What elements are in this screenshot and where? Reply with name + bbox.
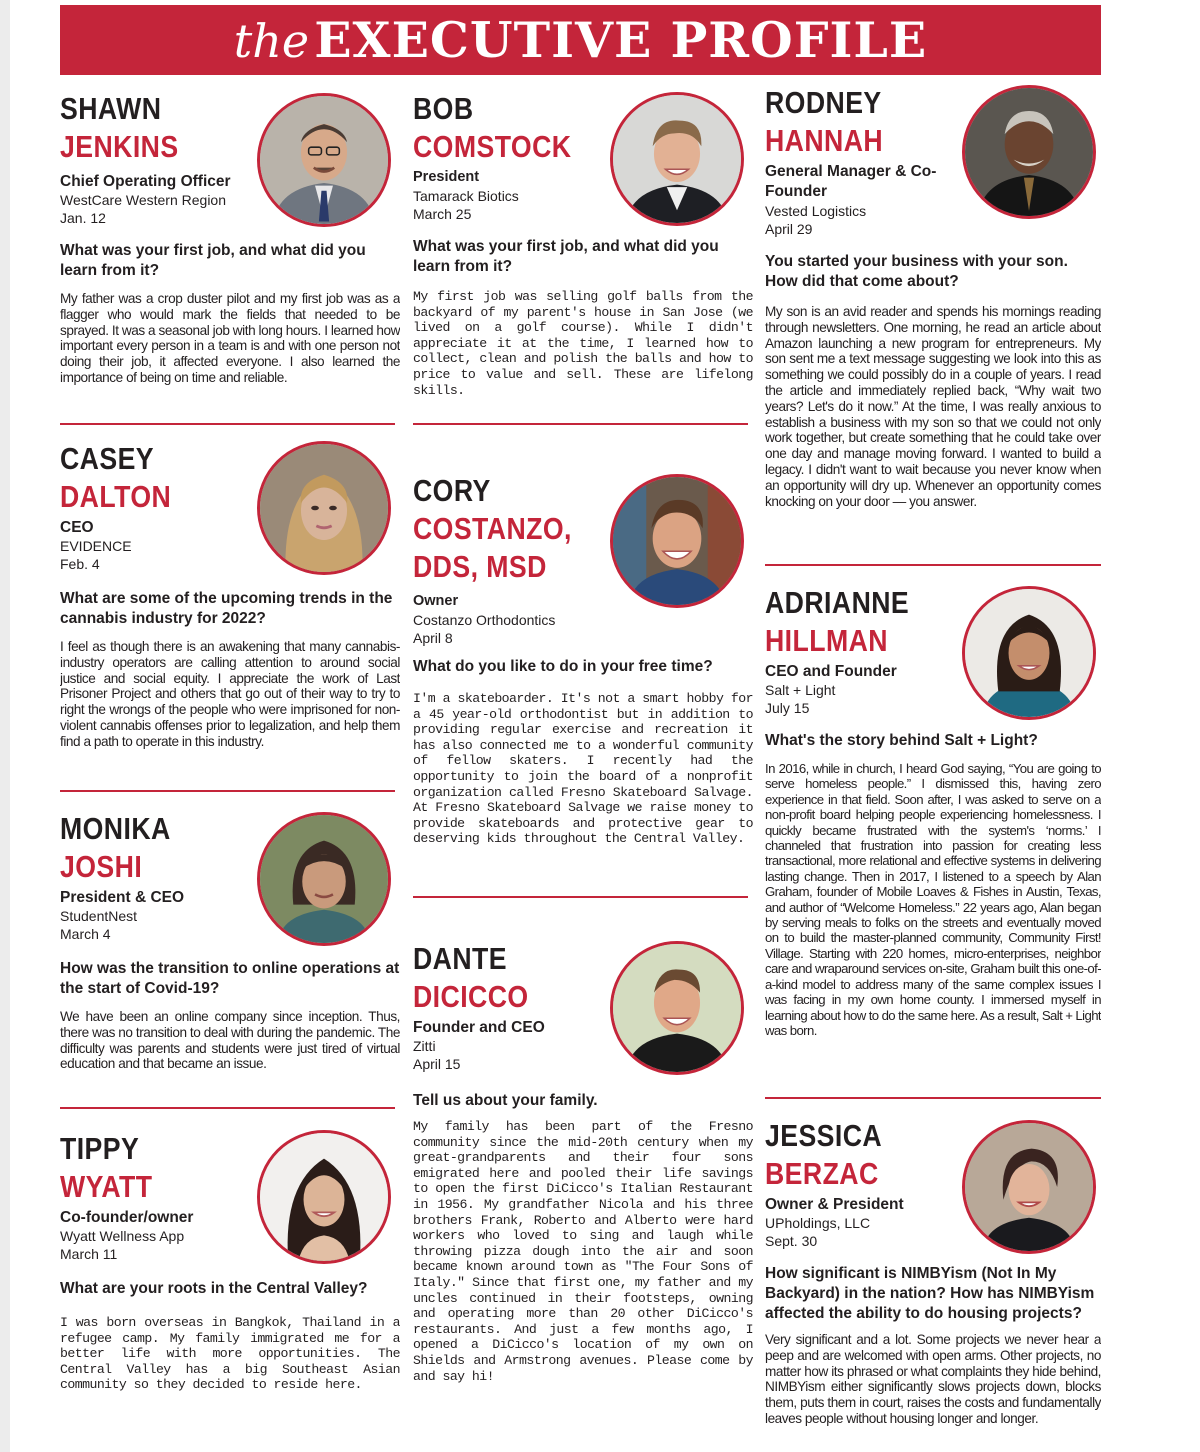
profile-role: Founder and CEO [413,1019,545,1036]
profile-company: EVIDENCE [60,538,132,554]
profile-question: Tell us about your family. [413,1092,598,1109]
profile-company: Wyatt Wellness App [60,1228,185,1244]
profile-last-name: JOSHI [60,849,143,884]
profile-photo-bob-comstock [610,92,744,226]
profile-last-name: HILLMAN [765,623,888,658]
profile-date: Jan. 12 [60,210,106,226]
profile-question: How was the transition to online operations at the start of Covid-19? [60,960,400,997]
profile-role: Chief Operating Officer [60,173,231,190]
profile-first-name: SHAWN [60,91,162,126]
profile-date: March 4 [60,926,111,942]
profile-last-name: WYATT [60,1169,153,1204]
profile-first-name: ADRIANNE [765,585,910,620]
profile-question: How significant is NIMBYism (Not In My Backyard) in the nation? How has NIMBYism affected the ability to do housing projects? [765,1265,1095,1322]
profile-date: Sept. 30 [765,1233,818,1249]
page-edge [0,0,10,1452]
profile-answer: My son is an avid reader and spends his mornings reading through newsletters. One morning, he read an article about Amazon launching a new program for entrepreneurs. My son sent me a text message suggesting we look into this as something we could possibly do in a couple of years. I read the article and immediately replied back, “Why wait two years? Let's do it now.” At the time, I was really anxious to establish a business with my son so that we could not only work together, but create something that he could take over one day and manage moving forward. I wanted to build a legacy. I didn't want to wait because you never know when an opportunity will dry up. Whenever an opportunity comes knocking on your door — you answer. [765,304,1101,509]
profile-last-name: COMSTOCK [413,129,572,164]
profile-role: General Manager & Co-Founder [765,163,937,200]
profile-date: Feb. 4 [60,556,100,572]
profile-company: WestCare Western Region [60,192,226,208]
profile-photo-tippy-wyatt [257,1130,391,1264]
profile-company: StudentNest [60,908,138,924]
profile-date: April 29 [765,221,813,237]
profile-first-name: CASEY [60,441,155,476]
profile-photo-cory-costanzo [610,474,744,608]
profile-question: What are your roots in the Central Valley? [60,1280,368,1297]
profile-question: What's the story behind Salt + Light? [765,732,1038,749]
profile-photo-rodney-hannah [962,85,1096,219]
profile-date: March 25 [413,206,472,222]
profile-company: Salt + Light [765,682,836,698]
profile-question: You started your business with your son. How did that come about? [765,253,1068,290]
profile-date: April 15 [413,1056,461,1072]
profile-last-name: COSTANZO, DDS, MSD [413,511,572,584]
section-divider [765,564,1101,566]
profile-photo-adrianne-hillman [962,586,1096,720]
page-banner [60,5,1101,75]
section-divider [413,896,748,898]
profile-answer: In 2016, while in church, I heard God saying, “You are going to serve homeless people.” I dismissed this, having zero experience in that field. Soon after, I was asked to serve on a non-profit board helping people experiencing homelessness. I quickly became frustrated with the system's ‘norms.’ I channeled that frustration into passion for creating less transactional, more relational and effective systems in delivering lasting change. Then in 2017, I listened to a speech by Alan Graham, founder of Mobile Loaves & Fishes in Austin, Texas, and author of “Welcome Homeless.” 22 years ago, Alan began by serving meals to folks on the streets and eventually moved on to build the master-planned community, Community First! Village. Starting with 220 homes, micro-enterprises, neighbor care and wraparound services on-site, Graham built this one-of-a-kind model to address many of the same complex issues I was facing in my own home county. I immersed myself in learning about how to do the same here. As a result, Salt + Light was born. [765,761,1101,1038]
profile-role: CEO and Founder [765,663,897,680]
profile-answer: My first job was selling golf balls from the backyard of my parent's house in San Jose (we lived on a golf course). While I didn't appreciate it at the time, I learned how to collect, clean and polish the balls and how to price to value and sell. These are lifelong skills. [413,289,753,398]
profile-company: Costanzo Orthodontics [413,612,556,628]
section-divider [60,423,395,425]
profile-role: Co-founder/owner [60,1209,194,1226]
profile-answer: My family has been part of the Fresno community since the mid-20th century when my great-grandparents and their four sons emigrated here and pooled their life savings to open the first DiCicco's Italian Restaurant in 1956. My grandfather Nicola and his three brothers Frank, Roberto and Alberto were hard workers who loved to sing and laugh while throwing pizza dough into the air and soon became known around town as "The Four Sons of Italy." Since that first one, my father and my uncles continued in their footsteps, owning and operating more than 20 other DiCicco's restaurants. And just a few months ago, I opened a DiCicco's location of my own on Shields and Armstrong avenues. Please come by and say hi! [413,1119,753,1384]
profile-photo-monika-joshi [257,812,391,946]
profile-role: CEO [60,519,94,536]
section-divider [60,1107,395,1109]
profile-company: UPholdings, LLC [765,1215,871,1231]
profile-photo-jessica-berzac [962,1120,1096,1254]
page-title: EXECUTIVE PROFILE [314,11,928,69]
profile-last-name: BERZAC [765,1156,879,1191]
banner-the: the [233,14,310,68]
profile-answer: We have been an online company since inception. Thus, there was no transition to deal with during the pandemic. The difficulty was parents and students were just tired of virtual education and that became an issue. [60,1009,400,1072]
profile-first-name: DANTE [413,941,507,976]
section-divider [765,1097,1101,1099]
profile-company: Vested Logistics [765,203,867,219]
profile-answer: My father was a crop duster pilot and my first job was as a flagger who would mark the fields that needed to be sprayed. It was a seasonal job with long hours. I learned how important every person in a team is and with one person not doing their job, it affected everyone. I also learned the importance of being on time and reliable. [60,291,400,385]
profile-role: Owner & President [765,1196,904,1213]
profile-photo-shawn-jenkins [257,93,391,227]
profile-answer: I was born overseas in Bangkok, Thailand in a refugee camp. My family immigrated me for a better life with more opportunities. The Central Valley has a big Southeast Asian community so they decided to reside here. [60,1315,400,1393]
profile-date: March 11 [60,1246,118,1262]
profile-last-name: HANNAH [765,123,884,158]
profile-first-name: JESSICA [765,1118,883,1153]
profile-date: July 15 [765,700,810,716]
profile-answer: I'm a skateboarder. It's not a smart hobby for a 45 year-old orthodontist but in addition to providing regular exercise and recreation it has also connected me to a wonderful community of fellow skaters. I recently had the opportunity to join the board of a nonprofit organization called Fresno Skateboard Salvage. At Fresno Skateboard Salvage we raise money to provide skateboards and protective gear to deserving kids throughout the Central Valley. [413,691,753,847]
profile-first-name: MONIKA [60,811,171,846]
profile-question: What are some of the upcoming trends in the cannabis industry for 2022? [60,590,393,627]
profile-company: Tamarack Biotics [413,188,519,204]
profile-first-name: RODNEY [765,85,882,120]
profile-date: April 8 [413,630,453,646]
profile-question: What was your first job, and what did you learn from it? [413,238,719,275]
profile-first-name: BOB [413,91,474,126]
profile-first-name: CORY [413,473,491,508]
section-divider [413,423,748,425]
profile-answer: Very significant and a lot. Some projects we never hear a peep and are welcomed with open arms. Other projects, no matter how its phrased or what complaints they hide behind, NIMBYism either significantly slows projects down, blocks them, puts them in court, raises the costs and fundamentally leaves people without housing longer and longer. [765,1332,1101,1426]
profile-answer: I feel as though there is an awakening that many cannabis-industry operators are calling attention to around social justice and social equity. I appreciate the work of Last Prisoner Project and others that go out of their way to try to right the wrongs of the people who were imprisoned for non-violent cannabis offenses prior to legalization, and help them find a path to operate in this industry. [60,639,400,749]
profile-last-name: DICICCO [413,979,529,1014]
profile-first-name: TIPPY [60,1131,140,1166]
profile-question: What was your first job, and what did you learn from it? [60,242,366,279]
profile-company: Zitti [413,1038,436,1054]
profile-last-name: DALTON [60,479,172,514]
profile-role: Owner [413,593,459,609]
profile-last-name: JENKINS [60,129,179,164]
profile-role: President & CEO [60,889,185,906]
profile-question: What do you like to do in your free time? [413,658,713,675]
section-divider [60,790,395,792]
profile-photo-dante-dicicco [610,941,744,1075]
profile-role: President [413,169,480,185]
profile-photo-casey-dalton [257,441,391,575]
